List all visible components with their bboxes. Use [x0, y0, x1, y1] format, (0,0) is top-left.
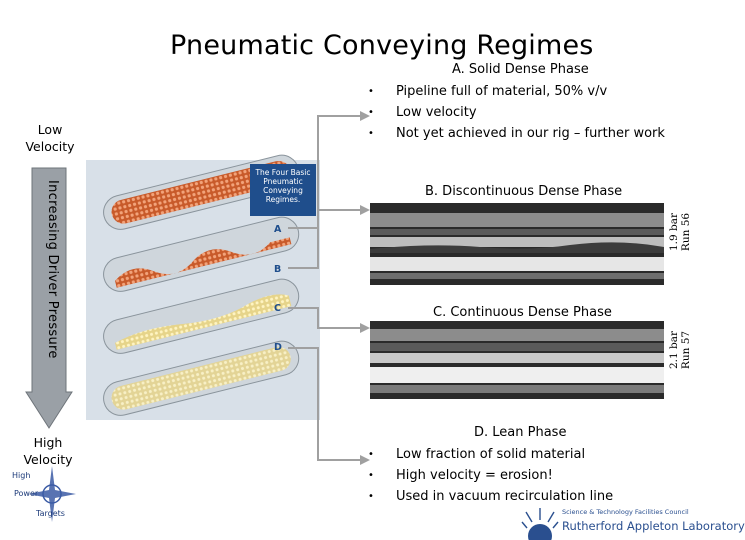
svg-text:Power: Power: [14, 489, 39, 498]
figure-caption: The Four Basic Pneumatic Conveying Regimes.: [250, 164, 316, 216]
run-57-label: 2.1 bar Run 57: [668, 330, 692, 370]
regime-letter-d: D: [274, 342, 282, 353]
run-56-label: 1.9 bar Run 56: [668, 212, 692, 252]
connector-lines: [280, 100, 390, 480]
run-57-image: [370, 321, 664, 399]
section-b-heading: B. Discontinuous Dense Phase: [425, 184, 623, 199]
sunburst-icon: [522, 506, 558, 538]
high-velocity-label: High Velocity: [23, 435, 73, 467]
low-velocity-label: Low Velocity: [25, 122, 75, 154]
run-56-photo: [370, 203, 664, 285]
arrow-label: Increasing Driver Pressure: [45, 180, 60, 359]
section-d-heading: D. Lean Phase: [474, 425, 567, 440]
run-57-photo: [370, 321, 664, 399]
regime-letter-c: C: [274, 303, 281, 314]
stfc-text: Science & Technology Facilities Council: [562, 508, 689, 516]
page-title: Pneumatic Conveying Regimes: [170, 30, 594, 61]
run-56-image: [370, 203, 664, 285]
svg-text:High: High: [12, 471, 31, 480]
svg-text:Targets: Targets: [36, 509, 65, 518]
regime-letter-a: A: [274, 224, 282, 235]
section-c-heading: C. Continuous Dense Phase: [433, 305, 612, 320]
regime-letter-b: B: [274, 264, 282, 275]
section-a-heading: A. Solid Dense Phase: [452, 62, 589, 77]
high-power-targets-logo: [6, 464, 86, 524]
lab-name: Rutherford Appleton Laboratory: [562, 519, 745, 533]
rutherford-appleton-logo: [522, 506, 745, 538]
